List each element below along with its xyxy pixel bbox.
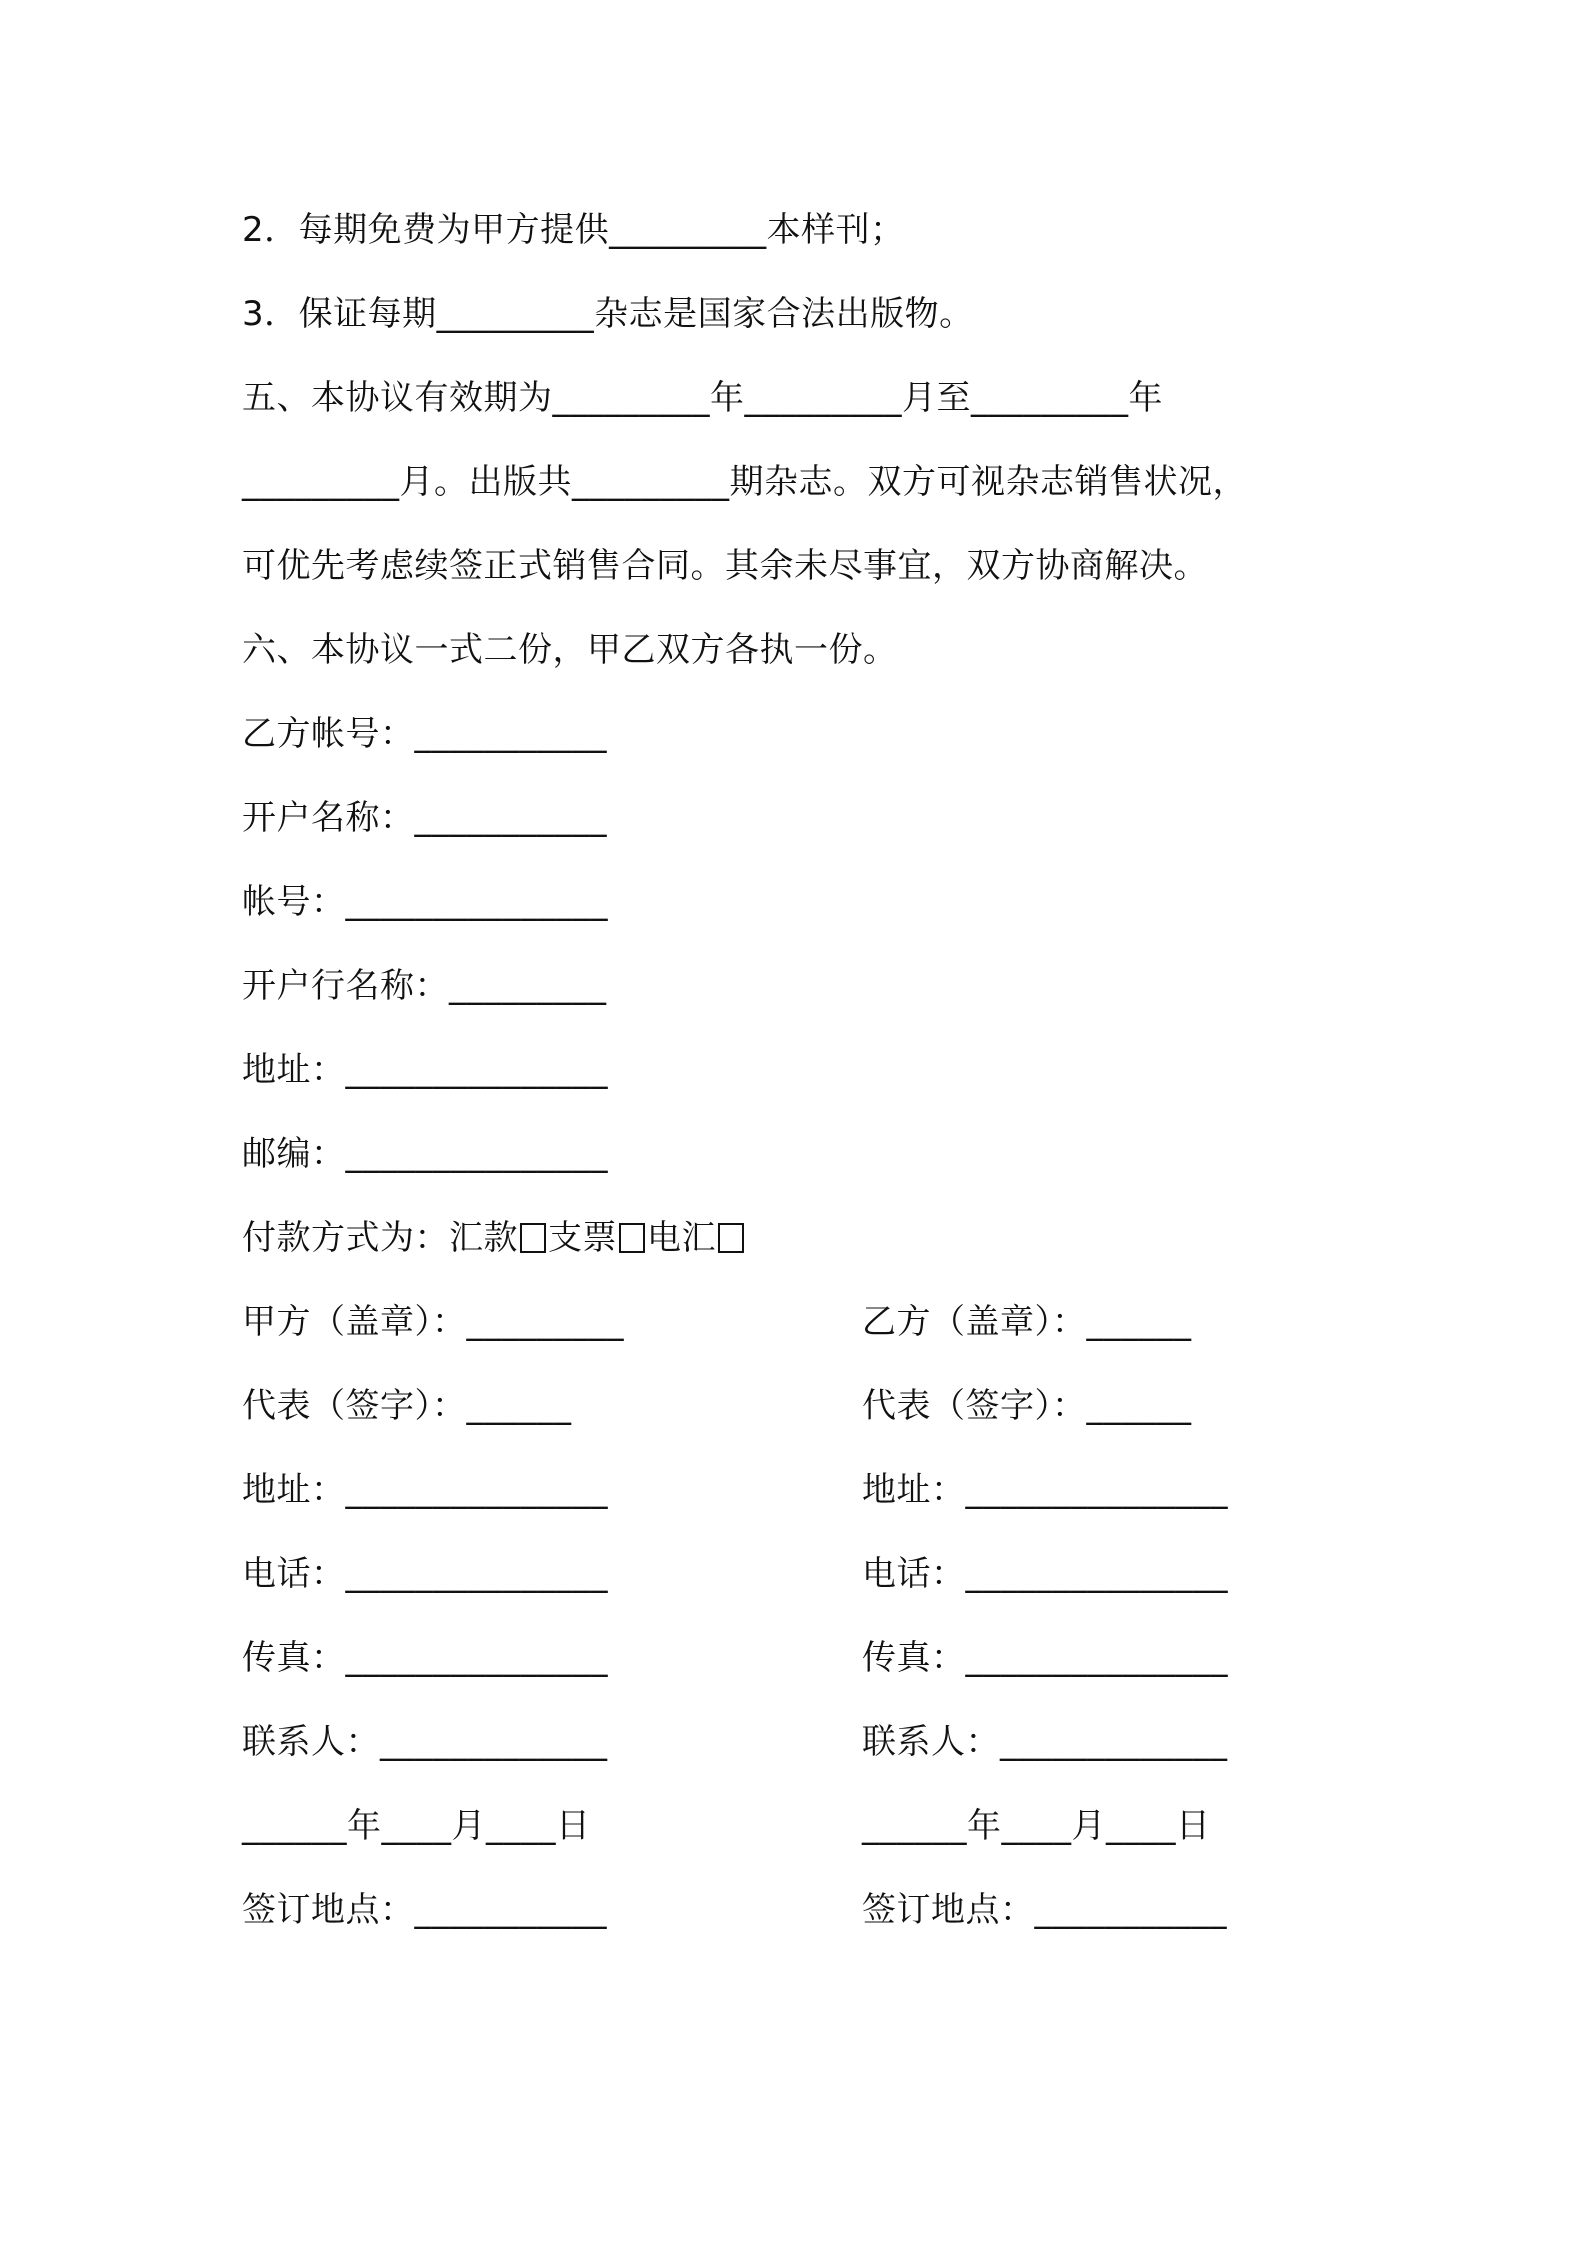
payment-method-label: 付款方式为：	[242, 1218, 449, 1258]
account-name-field: 开户名称：___________	[242, 798, 607, 838]
party-b-account-field: 乙方帐号：___________	[242, 714, 607, 754]
account-number-field: 帐号：_______________	[242, 882, 608, 922]
party-a-representative-field: 代表（签字）：______	[242, 1386, 572, 1426]
clause-6-copies: 六、本协议一式二份，甲乙双方各执一份。	[242, 630, 898, 670]
party-a-address-field: 地址：_______________	[242, 1470, 608, 1510]
postcode-field: 邮编：_______________	[242, 1134, 608, 1174]
clause-5-validity-line2: _________月。出版共_________期杂志。双方可视杂志销售状况，	[242, 462, 1247, 502]
clause-3-legal-publication: 3．保证每期_________杂志是国家合法出版物。	[242, 294, 974, 334]
wire-checkbox[interactable]	[718, 1223, 744, 1253]
party-b-seal-field: 乙方（盖章）：______	[862, 1302, 1192, 1342]
party-b-address-field: 地址：_______________	[862, 1470, 1228, 1510]
payment-option-wire: 电汇	[647, 1218, 716, 1258]
remittance-checkbox[interactable]	[520, 1223, 546, 1253]
clause-2-free-copies: 2．每期免费为甲方提供_________本样刊；	[242, 210, 905, 250]
bank-name-field: 开户行名称：_________	[242, 966, 607, 1006]
party-b-fax-field: 传真：_______________	[862, 1638, 1228, 1678]
party-b-date-field: ______年____月____日	[862, 1806, 1211, 1846]
cheque-checkbox[interactable]	[619, 1223, 645, 1253]
payment-option-cheque: 支票	[548, 1218, 617, 1258]
clause-5-validity-line3: 可优先考虑续签正式销售合同。其余未尽事宜，双方协商解决。	[242, 546, 1208, 586]
party-b-representative-field: 代表（签字）：______	[862, 1386, 1192, 1426]
party-a-phone-field: 电话：_______________	[242, 1554, 608, 1594]
party-a-signing-place-field: 签订地点：___________	[242, 1890, 607, 1930]
clause-5-validity-line1: 五、本协议有效期为_________年_________月至_________年	[242, 378, 1163, 418]
party-a-fax-field: 传真：_______________	[242, 1638, 608, 1678]
party-a-contact-field: 联系人：_____________	[242, 1722, 608, 1762]
party-b-signing-place-field: 签订地点：___________	[862, 1890, 1227, 1930]
party-a-date-field: ______年____月____日	[242, 1806, 591, 1846]
party-a-seal-field: 甲方（盖章）：_________	[242, 1302, 624, 1342]
payment-option-remittance: 汇款	[449, 1218, 518, 1258]
party-b-phone-field: 电话：_______________	[862, 1554, 1228, 1594]
bank-address-field: 地址：_______________	[242, 1050, 608, 1090]
party-b-contact-field: 联系人：_____________	[862, 1722, 1228, 1762]
payment-method-row	[242, 1216, 746, 1260]
